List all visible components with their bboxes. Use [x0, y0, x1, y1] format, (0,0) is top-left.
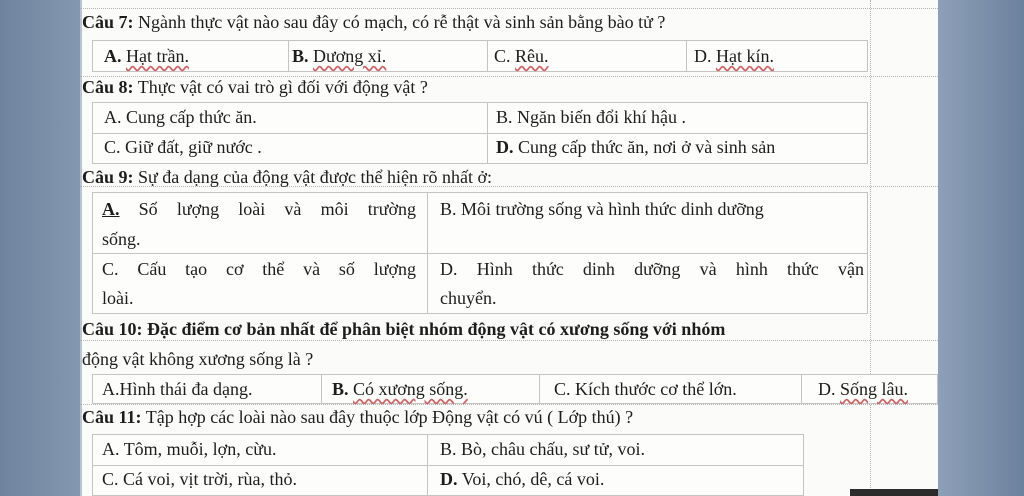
option-c[interactable]: C. Cấu tạo cơ thể và số lượng	[102, 259, 416, 279]
question-10-line2: động vật không xương sống là ?	[82, 349, 314, 369]
background-left	[0, 0, 82, 496]
option-b[interactable]: B. Bò, châu chấu, sư tử, voi.	[440, 439, 645, 459]
guide-line	[80, 8, 938, 9]
option-d[interactable]: D. Voi, chó, dê, cá voi.	[440, 469, 605, 489]
option-c-line2: loài.	[102, 288, 134, 308]
question-text: Ngành thực vật nào sau đây có mạch, có rễ thật và sinh sản bằng bào tử ?	[138, 12, 666, 32]
question-label: Câu 8:	[82, 77, 134, 97]
question-text: Thực vật có vai trò gì đối với động vật ?	[137, 77, 428, 97]
option-b[interactable]: B. Dương xỉ.	[292, 46, 387, 66]
option-a[interactable]: A.Hình thái đa dạng.	[102, 379, 253, 399]
option-a[interactable]: A. Cung cấp thức ăn.	[104, 107, 257, 127]
option-d[interactable]: D. Cung cấp thức ăn, nơi ở và sinh sản	[496, 137, 776, 157]
option-c[interactable]: C. Giữ đất, giữ nước .	[104, 137, 262, 157]
guide-line	[80, 340, 938, 341]
question-text: Đặc điểm cơ bản nhất để phân biệt nhóm động vật có xương sống với nhóm	[147, 319, 726, 339]
option-c[interactable]: C. Kích thước cơ thể lớn.	[554, 379, 737, 399]
question-8	[82, 76, 428, 98]
option-b[interactable]: B. Ngăn biến đổi khí hậu .	[496, 107, 686, 127]
question-label: Câu 11:	[82, 407, 142, 427]
option-a[interactable]: A. Tôm, muỗi, lợn, cừu.	[102, 439, 277, 459]
guide-line	[80, 404, 938, 405]
option-a[interactable]: A. Số lượng loài và môi trường	[102, 199, 417, 219]
option-d[interactable]: D. Hạt kín.	[694, 46, 774, 66]
option-a-line2: sống.	[102, 229, 141, 249]
dark-bar	[850, 489, 938, 496]
question-11	[82, 406, 633, 428]
question-9	[82, 166, 492, 188]
background-right	[938, 0, 1024, 496]
option-d[interactable]: D. Hình thức dinh dưỡng và hình thức vận	[440, 259, 864, 279]
question-label: Câu 9:	[82, 167, 134, 187]
question-label: Câu 7:	[82, 12, 134, 32]
option-d-line2: chuyển.	[440, 288, 497, 308]
question-text: Sự đa dạng của động vật được thể hiện rõ nhất ở:	[138, 167, 492, 187]
option-b[interactable]: B. Có xương sống.	[332, 379, 468, 399]
question-text: Tập hợp các loài nào sau đây thuộc lớp Động vật có vú ( Lớp thú) ?	[145, 407, 634, 427]
option-c[interactable]: C. Cá voi, vịt trời, rùa, thỏ.	[102, 469, 298, 489]
guide-line-vertical	[870, 0, 871, 496]
option-d[interactable]: D. Sống lâu.	[818, 379, 909, 399]
option-a[interactable]: A. Hạt trần.	[104, 46, 189, 66]
question-label: Câu 10:	[82, 319, 143, 339]
question-7	[82, 11, 665, 33]
option-c[interactable]: C. Rêu.	[494, 46, 549, 66]
option-b[interactable]: B. Môi trường sống và hình thức dinh dưỡng	[440, 199, 764, 219]
question-10	[82, 318, 725, 340]
